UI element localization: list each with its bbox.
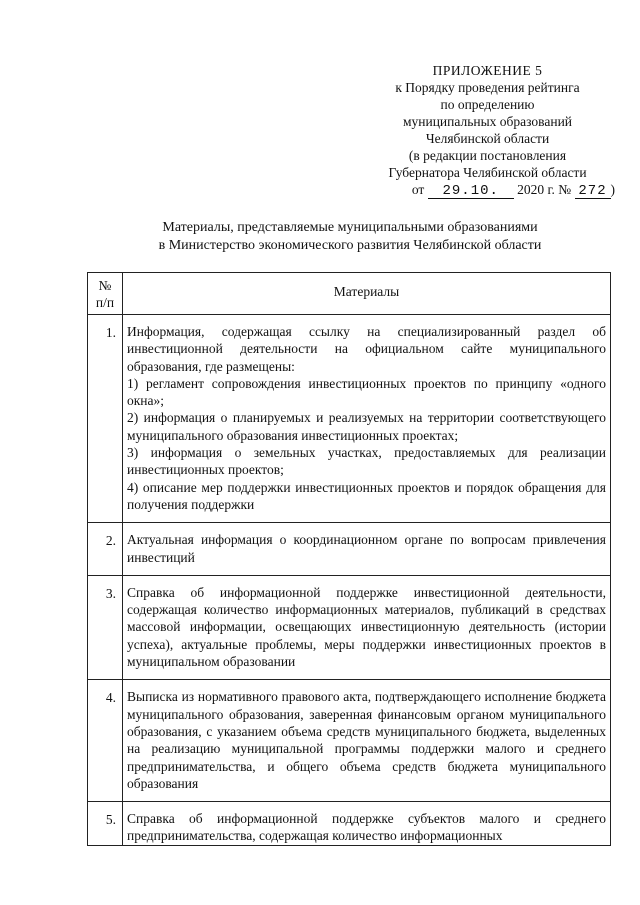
decree-number: 272 xyxy=(575,184,611,199)
header-number-abbr: п/п xyxy=(95,295,115,310)
row-text: Выписка из нормативного правового акта, подтверждающего исполнение бюджета муниципального образования, заверенная финансовым органом муниципального образования, с указанием объема средств муниципального бюджета, выделенных на реализацию муниципальной программы поддержки малого и среднего предпринимательства, и общего объема средств бюджета муниципального образования xyxy=(123,680,611,802)
list-item: 1) регламент сопровождения инвестиционных проектов по принципу «одного окна»; xyxy=(127,375,606,409)
table-row xyxy=(88,680,611,802)
list-item: 4) описание мер поддержки инвестиционных проектов и порядок обращения для получения поддержки xyxy=(127,479,606,512)
row-text: Справка об информационной поддержке субъектов малого и среднего предпринимательства, содержащая количество информационных xyxy=(123,802,611,846)
appendix-line: Челябинской области xyxy=(425,131,550,146)
materials-table xyxy=(87,272,611,846)
header-number-symbol: № xyxy=(98,278,112,293)
appendix-line: к Порядку проведения рейтинга xyxy=(395,80,580,95)
row-intro: Информация, содержащая ссылку на специализированный раздел об инвестиционной деятельности на официальном сайте муниципального образования, где размещены: xyxy=(127,324,606,374)
row-number: 3. xyxy=(88,575,123,679)
table-row xyxy=(88,523,611,576)
header-materials-cell: Материалы xyxy=(123,273,611,315)
page-bottom-margin xyxy=(0,858,640,905)
document-title-line: Материалы, представляемые муниципальными образованиями xyxy=(162,220,538,235)
appendix-line: по определению xyxy=(440,97,535,112)
table-row xyxy=(88,802,611,846)
row-number: 4. xyxy=(88,680,123,802)
date-value: 29.10. xyxy=(428,184,514,199)
row-number: 5. xyxy=(88,802,123,846)
date-prefix: от xyxy=(411,182,425,197)
header-number-cell xyxy=(88,273,123,315)
appendix-line: Губернатора Челябинской области xyxy=(388,165,587,180)
appendix-line: муниципальных образований xyxy=(402,114,573,129)
document-title-line: в Министерство экономического развития Челябинской области xyxy=(158,238,542,253)
document-title xyxy=(100,219,600,255)
appendix-title: ПРИЛОЖЕНИЕ 5 xyxy=(432,63,543,78)
year-text: 2020 г. № xyxy=(517,182,572,197)
list-item: 3) информация о земельных участках, предоставляемых для реализации инвестиционных проектов; xyxy=(127,445,606,478)
row-text: Справка об информационной поддержке инвестиционной деятельности, содержащая количество информационных материалов, публикаций в средствах массовой информации, освещающих инвестиционную деятельность (истории успеха), актуальные проблемы, меры поддержки инвестиционных проектов в муниципальном образовании xyxy=(123,575,611,679)
appendix-date-line xyxy=(360,181,615,199)
row-text: Актуальная информация о координационном органе по вопросам привлечения инвестиций xyxy=(123,523,611,576)
row-number: 2. xyxy=(88,523,123,576)
close-paren: ) xyxy=(610,182,615,197)
table-row xyxy=(88,575,611,679)
row-text xyxy=(123,315,611,523)
table-row xyxy=(88,315,611,523)
appendix-line: (в редакции постановления xyxy=(408,148,567,163)
appendix-header xyxy=(360,62,615,199)
list-item: 2) информация о планируемых и реализуемых на территории соответствующего муниципального образования инвестиционных проектах; xyxy=(127,410,606,443)
row-number: 1. xyxy=(88,315,123,523)
table-header-row xyxy=(88,273,611,315)
